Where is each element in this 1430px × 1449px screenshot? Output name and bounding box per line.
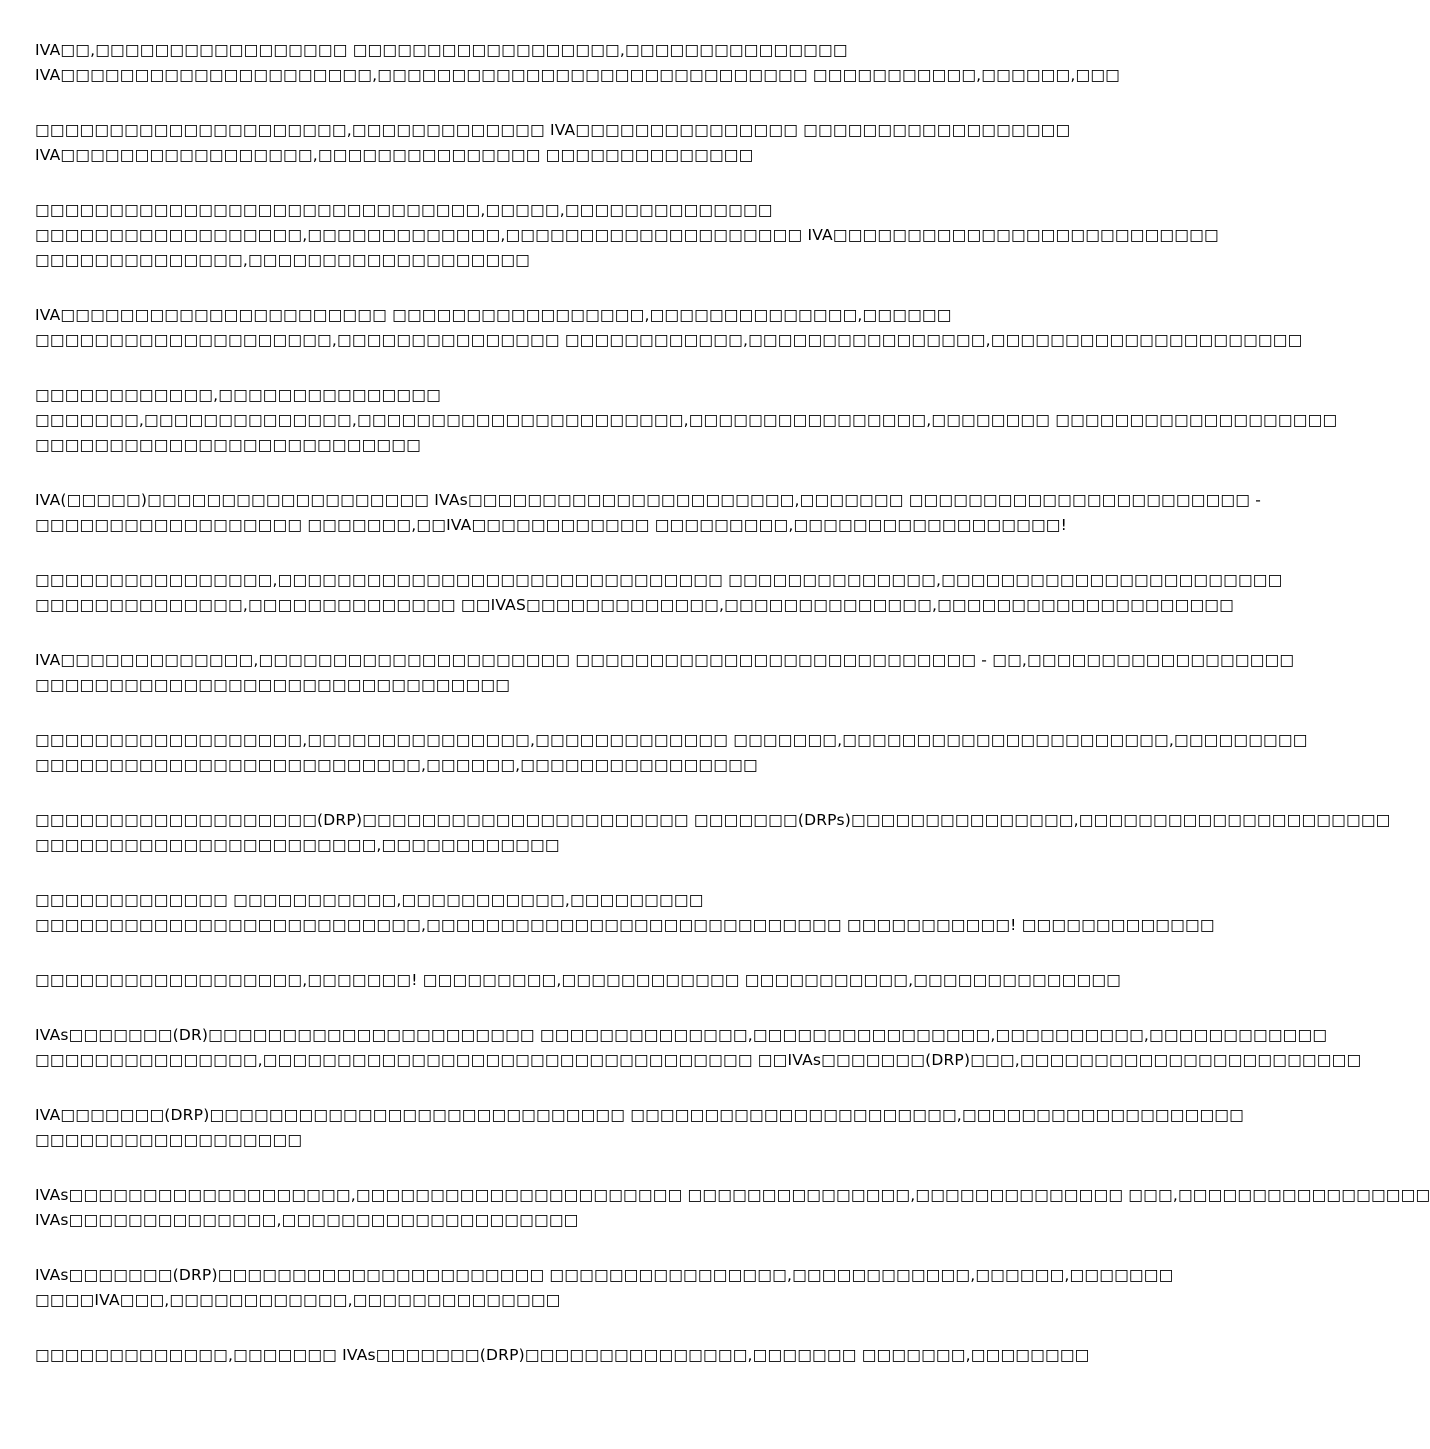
paragraph-11: [35, 888, 1215, 938]
paragraph-1: [35, 38, 1121, 88]
paragraph-line: □□□□□□□□□□□□,□□□□□□□□□□□□□□□: [35, 386, 441, 404]
paragraph-line: □□□□□□□□□□□□□□,□□□□□□□□□□□□□□ □□IVAS□□□□□□□□□□□□□,□□□□□□□□□□□□□□,□□□□□□□□□□□□□□□□□□□□: [35, 596, 1234, 614]
paragraph-line: □□□□□□□□□□□□□,□□□□□□□ IVAs□□□□□□□(DRP)□□□□□□□□□□□□□□□,□□□□□□□ □□□□□□□,□□□□□□□□: [35, 1346, 1090, 1364]
paragraph-line: IVAs□□□□□□□□□□□□□□,□□□□□□□□□□□□□□□□□□□□: [35, 1211, 579, 1229]
paragraph-line: □□□□□□□□□□□□□□□□□□□□□□□□□□□□□□□□: [35, 676, 511, 694]
paragraph-12: [35, 968, 1122, 993]
paragraph-line: IVA(□□□□□)□□□□□□□□□□□□□□□□□□□ IVAs□□□□□□□□□□□□□□□□□□□□□□,□□□□□□□ □□□□□□□□□□□□□□□□□□□□□□□ -: [35, 491, 1262, 509]
paragraph-line: □□□□□□□,□□□□□□□□□□□□□□,□□□□□□□□□□□□□□□□□□□□□□,□□□□□□□□□□□□□□□□,□□□□□□□□ □□□□□□□□□□□□□□□□□□□: [35, 411, 1338, 429]
paragraph-9: [35, 728, 1308, 778]
paragraph-15: [35, 1183, 1430, 1233]
paragraph-line: □□□□□□□□□□□□□□□□□□□□□□□□□□,□□□□□□,□□□□□□□□□□□□□□□□: [35, 756, 758, 774]
paragraph-line: □□□□□□□□□□□□□□□□□□,□□□□□□□□□□□□□,□□□□□□□□□□□□□□□□□□□□ IVA□□□□□□□□□□□□□□□□□□□□□□□□□□: [35, 226, 1219, 244]
paragraph-line: IVA□□□□□□□□□□□□□□□□□,□□□□□□□□□□□□□□□ □□□□□□□□□□□□□□: [35, 146, 754, 164]
paragraph-line: □□□□□□□□□□□□□□□□□□□□□□□□□□□□□□,□□□□□,□□□□□□□□□□□□□□: [35, 201, 773, 219]
paragraph-8: [35, 648, 1295, 698]
paragraph-5: [35, 383, 1338, 458]
paragraph-line: □□□□□□□□□□□□□□□,□□□□□□□□□□□□□□□□□□□□□□□□□□□□□□□□□ □□IVAs□□□□□□□(DRP)□□□,□□□□□□□□□□□□□□□□□□□□□□□: [35, 1051, 1362, 1069]
paragraph-line: □□□□□□□□□□□□□□□□□□: [35, 1131, 303, 1149]
paragraph-line: □□□□□□□□□□□□□□□□□□□(DRP)□□□□□□□□□□□□□□□□□□□□□□ □□□□□□□(DRPs)□□□□□□□□□□□□□□□,□□□□□□□□□□□□□□□□□□□□□: [35, 811, 1391, 829]
paragraph-7: [35, 568, 1283, 618]
paragraph-line: IVA□□□□□□□(DRP)□□□□□□□□□□□□□□□□□□□□□□□□□□□□ □□□□□□□□□□□□□□□□□□□□□□,□□□□□□□□□□□□□□□□□□□: [35, 1106, 1244, 1124]
paragraph-line: □□□□□□□□□□□□□□,□□□□□□□□□□□□□□□□□□□: [35, 251, 531, 269]
paragraph-14: [35, 1103, 1244, 1153]
paragraph-line: □□□□□□□□□□□□□□□□□□□□□,□□□□□□□□□□□□□ IVA□□□□□□□□□□□□□□□ □□□□□□□□□□□□□□□□□□: [35, 121, 1071, 139]
paragraph-2: [35, 118, 1071, 168]
paragraph-line: □□□□□□□□□□□□□□□□□□□□□□□□□□,□□□□□□□□□□□□□□□□□□□□□□□□□□□□ □□□□□□□□□□□! □□□□□□□□□□□□□: [35, 916, 1215, 934]
paragraph-17: [35, 1343, 1090, 1368]
paragraph-line: IVA□□,□□□□□□□□□□□□□□□□□ □□□□□□□□□□□□□□□□□□,□□□□□□□□□□□□□□□: [35, 41, 848, 59]
paragraph-line: IVA□□□□□□□□□□□□□□□□□□□□□□ □□□□□□□□□□□□□□□□□,□□□□□□□□□□□□□□,□□□□□□: [35, 306, 952, 324]
paragraph-line: □□□□□□□□□□□□□□□□□□ □□□□□□□,□□IVA□□□□□□□□□□□□ □□□□□□□□□,□□□□□□□□□□□□□□□□□□!: [35, 516, 1068, 534]
paragraph-line: IVAs□□□□□□□□□□□□□□□□□□□,□□□□□□□□□□□□□□□□□□□□□□ □□□□□□□□□□□□□□□,□□□□□□□□□□□□□□ □□□,□□□□□□□□□□□□□□□□□: [35, 1186, 1430, 1204]
document-body: [35, 38, 1430, 1398]
paragraph-6: [35, 488, 1262, 538]
paragraph-10: [35, 808, 1391, 858]
paragraph-line: □□□□□□□□□□□□□□□□□□,□□□□□□□! □□□□□□□□□,□□□□□□□□□□□□ □□□□□□□□□□□,□□□□□□□□□□□□□□: [35, 971, 1122, 989]
paragraph-4: [35, 303, 1303, 353]
paragraph-line: □□□□□□□□□□□□□□□□□□□□□□□,□□□□□□□□□□□□: [35, 836, 560, 854]
paragraph-line: □□□□□□□□□□□□□ □□□□□□□□□□□,□□□□□□□□□□□,□□□□□□□□□: [35, 891, 704, 909]
paragraph-line: IVA□□□□□□□□□□□□□□□□□□□□□,□□□□□□□□□□□□□□□□□□□□□□□□□□□□□ □□□□□□□□□□□,□□□□□□,□□□: [35, 66, 1121, 84]
paragraph-line: □□□□□□□□□□□□□□□□,□□□□□□□□□□□□□□□□□□□□□□□□□□□□□□ □□□□□□□□□□□□□□,□□□□□□□□□□□□□□□□□□□□□□□: [35, 571, 1283, 589]
paragraph-line: IVAs□□□□□□□(DR)□□□□□□□□□□□□□□□□□□□□□□ □□□□□□□□□□□□□□,□□□□□□□□□□□□□□□□,□□□□□□□□□□,□□□□□□□□□□□□: [35, 1026, 1328, 1044]
paragraph-line: IVAs□□□□□□□(DRP)□□□□□□□□□□□□□□□□□□□□□□ □□□□□□□□□□□□□□□□,□□□□□□□□□□□□,□□□□□□,□□□□□□□: [35, 1266, 1174, 1284]
paragraph-16: [35, 1263, 1174, 1313]
paragraph-line: □□□□IVA□□□,□□□□□□□□□□□□,□□□□□□□□□□□□□□: [35, 1291, 561, 1309]
paragraph-line: □□□□□□□□□□□□□□□□□□□□,□□□□□□□□□□□□□□□ □□□□□□□□□□□□,□□□□□□□□□□□□□□□□,□□□□□□□□□□□□□□□□□□□□□: [35, 331, 1303, 349]
paragraph-line: □□□□□□□□□□□□□□□□□□□□□□□□□□: [35, 436, 421, 454]
paragraph-3: [35, 198, 1219, 273]
paragraph-13: [35, 1023, 1362, 1073]
paragraph-line: IVA□□□□□□□□□□□□□,□□□□□□□□□□□□□□□□□□□□□ □□□□□□□□□□□□□□□□□□□□□□□□□□□ - □□,□□□□□□□□□□□□□□□□□□: [35, 651, 1295, 669]
paragraph-line: □□□□□□□□□□□□□□□□□□,□□□□□□□□□□□□□□□,□□□□□□□□□□□□□ □□□□□□□,□□□□□□□□□□□□□□□□□□□□□□,□□□□□□□□□: [35, 731, 1308, 749]
